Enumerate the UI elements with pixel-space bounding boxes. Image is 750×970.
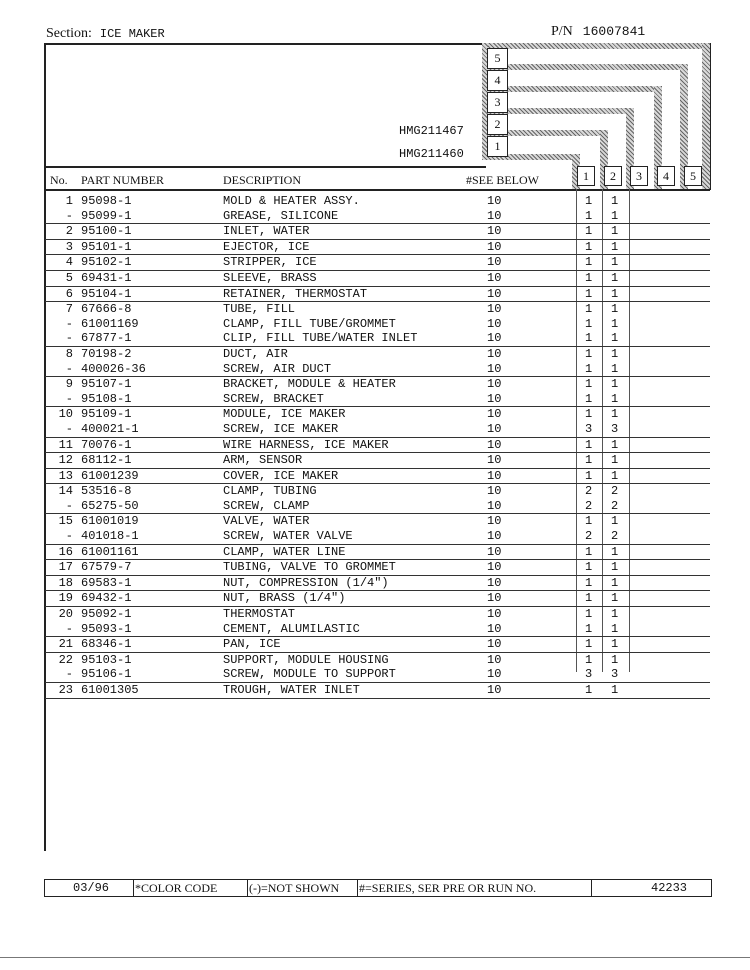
part-description: PAN, ICE xyxy=(223,637,281,652)
item-number: 18 xyxy=(58,575,73,590)
item-number: 20 xyxy=(58,607,73,622)
quantity-col-2: 2 xyxy=(611,529,619,544)
part-description: WIRE HARNESS, ICE MAKER xyxy=(223,437,389,452)
footer-bar xyxy=(44,879,712,897)
box-number-5: 5 xyxy=(487,48,508,69)
item-number: 10 xyxy=(58,407,73,422)
part-number: 61001019 xyxy=(81,514,139,529)
part-number-heading xyxy=(551,24,645,40)
part-number: 95098-1 xyxy=(81,194,132,208)
part-number: 67877-1 xyxy=(81,331,132,346)
table-row xyxy=(45,667,710,683)
bracket-bar-3 xyxy=(486,86,660,92)
quantity-col-1: 1 xyxy=(585,286,593,301)
quantity-col-1: 1 xyxy=(585,255,593,270)
part-description: SCREW, BRACKET xyxy=(223,391,324,406)
item-number: 23 xyxy=(58,683,73,697)
quantity-col-1: 2 xyxy=(585,484,593,499)
quantity-col-2: 1 xyxy=(611,468,619,483)
table-row xyxy=(45,653,710,668)
series-number: 10 xyxy=(487,208,502,223)
item-number: 7 xyxy=(65,302,73,317)
table-row xyxy=(45,607,710,622)
table-row xyxy=(45,484,710,499)
part-description: STRIPPER, ICE xyxy=(223,255,317,270)
column-number-4: 4 xyxy=(657,166,675,186)
quantity-col-2: 1 xyxy=(611,302,619,317)
table-row xyxy=(45,362,710,378)
quantity-col-2: 2 xyxy=(611,498,619,513)
series-number: 10 xyxy=(487,331,502,346)
pn-value: 16007841 xyxy=(582,24,646,39)
item-number: 5 xyxy=(65,270,73,285)
section-value: ICE MAKER xyxy=(99,27,165,41)
quantity-col-2: 1 xyxy=(611,224,619,239)
section-label: Section: xyxy=(46,26,92,41)
item-number: 2 xyxy=(65,224,73,239)
series-number: 10 xyxy=(487,575,502,590)
item-number: 22 xyxy=(58,652,73,667)
table-row xyxy=(45,529,710,545)
quantity-col-1: 2 xyxy=(585,529,593,544)
quantity-col-2: 1 xyxy=(611,331,619,346)
part-number: 70198-2 xyxy=(81,346,132,361)
box-number-3: 3 xyxy=(487,92,508,113)
part-description: BRACKET, MODULE & HEATER xyxy=(223,377,396,392)
part-number: 95093-1 xyxy=(81,621,132,636)
part-description: TUBE, FILL xyxy=(223,302,296,317)
quantity-col-2: 1 xyxy=(611,316,619,331)
series-number: 10 xyxy=(487,498,502,513)
part-description: CLIP, FILL TUBE/WATER INLET xyxy=(223,331,418,346)
quantity-col-2: 1 xyxy=(611,346,619,361)
quantity-col-2: 1 xyxy=(611,286,619,301)
part-description: SCREW, CLAMP xyxy=(223,498,310,513)
quantity-col-2: 1 xyxy=(611,361,619,376)
part-number: 69431-1 xyxy=(81,270,132,285)
part-number: 61001305 xyxy=(81,683,139,697)
table-row xyxy=(45,591,710,607)
quantity-col-2: 1 xyxy=(611,575,619,590)
table-row xyxy=(45,438,710,454)
series-number: 10 xyxy=(487,224,502,239)
series-number: 10 xyxy=(487,421,502,436)
series-number: 10 xyxy=(487,560,502,575)
item-number: 21 xyxy=(58,637,73,652)
table-row xyxy=(45,317,710,332)
series-number: 10 xyxy=(487,637,502,652)
part-description: RETAINER, THERMOSTAT xyxy=(223,286,368,301)
series-number: 10 xyxy=(487,529,502,544)
part-description: SUPPORT, MODULE HOUSING xyxy=(223,652,389,667)
item-number: - xyxy=(65,421,73,436)
table-row xyxy=(45,194,710,209)
series-number: 10 xyxy=(487,652,502,667)
item-number: - xyxy=(65,316,73,331)
part-number: 65275-50 xyxy=(81,498,139,513)
part-description: SCREW, ICE MAKER xyxy=(223,421,339,436)
column-number-5: 5 xyxy=(684,166,702,186)
footer-divider xyxy=(133,880,134,896)
part-number: 400026-36 xyxy=(81,361,146,376)
box-number-2: 2 xyxy=(487,114,508,135)
series-number: 10 xyxy=(487,544,502,559)
quantity-col-2: 2 xyxy=(611,484,619,499)
page-bottom-rule xyxy=(0,957,750,958)
series-number: 10 xyxy=(487,302,502,317)
part-description: ARM, SENSOR xyxy=(223,453,303,468)
item-number: 3 xyxy=(65,239,73,254)
part-number: 67579-7 xyxy=(81,560,132,575)
table-row xyxy=(45,407,710,422)
series-number: 10 xyxy=(487,484,502,499)
item-number: 13 xyxy=(58,468,73,483)
part-number: 61001239 xyxy=(81,468,139,483)
quantity-col-1: 1 xyxy=(585,514,593,529)
table-row xyxy=(45,224,710,240)
part-number: 95101-1 xyxy=(81,239,132,254)
column-number-1: 1 xyxy=(577,166,595,186)
series-number: 10 xyxy=(487,270,502,285)
part-description: MOLD & HEATER ASSY. xyxy=(223,194,360,208)
item-number: 8 xyxy=(65,346,73,361)
footer-page-code: 42233 xyxy=(651,881,688,895)
quantity-col-1: 1 xyxy=(585,239,593,254)
quantity-col-2: 1 xyxy=(611,621,619,636)
table-row xyxy=(45,469,710,485)
quantity-col-1: 1 xyxy=(585,560,593,575)
part-number: 95103-1 xyxy=(81,652,132,667)
series-number: 10 xyxy=(487,453,502,468)
part-description: DUCT, AIR xyxy=(223,346,288,361)
item-number: - xyxy=(65,667,73,682)
part-description: NUT, BRASS (1/4") xyxy=(223,591,346,606)
quantity-col-1: 1 xyxy=(585,270,593,285)
footer-divider xyxy=(357,880,358,896)
quantity-col-2: 1 xyxy=(611,270,619,285)
series-number: 10 xyxy=(487,621,502,636)
part-description: GREASE, SILICONE xyxy=(223,208,339,223)
table-row xyxy=(45,347,710,362)
item-number: 16 xyxy=(58,544,73,559)
quantity-col-1: 1 xyxy=(585,607,593,622)
quantity-col-2: 3 xyxy=(611,421,619,436)
table-row xyxy=(45,545,710,561)
quantity-col-2: 1 xyxy=(611,607,619,622)
table-row xyxy=(45,271,710,287)
footer-divider xyxy=(247,880,248,896)
quantity-col-2: 1 xyxy=(611,194,619,208)
quantity-col-1: 1 xyxy=(585,302,593,317)
item-number: - xyxy=(65,529,73,544)
quantity-col-1: 1 xyxy=(585,391,593,406)
table-row xyxy=(45,255,710,271)
part-number: 95100-1 xyxy=(81,224,132,239)
section-heading xyxy=(46,26,165,42)
part-number: 67666-8 xyxy=(81,302,132,317)
quantity-col-1: 1 xyxy=(585,621,593,636)
item-number: 14 xyxy=(58,484,73,499)
header-bottom-line xyxy=(44,189,710,191)
quantity-col-2: 1 xyxy=(611,652,619,667)
quantity-col-2: 1 xyxy=(611,544,619,559)
quantity-col-2: 1 xyxy=(611,255,619,270)
quantity-col-2: 1 xyxy=(611,637,619,652)
item-number: - xyxy=(65,208,73,223)
quantity-col-2: 3 xyxy=(611,667,619,682)
quantity-col-1: 1 xyxy=(585,652,593,667)
bracket-riser-5 xyxy=(702,43,710,190)
part-description: CLAMP, WATER LINE xyxy=(223,544,346,559)
quantity-col-1: 1 xyxy=(585,407,593,422)
item-number: 9 xyxy=(65,377,73,392)
quantity-col-2: 1 xyxy=(611,560,619,575)
part-description: MODULE, ICE MAKER xyxy=(223,407,346,422)
item-number: 15 xyxy=(58,514,73,529)
series-number: 10 xyxy=(487,607,502,622)
part-number: 70076-1 xyxy=(81,437,132,452)
quantity-col-1: 1 xyxy=(585,683,593,697)
part-number: 69432-1 xyxy=(81,591,132,606)
footer-series-note: #=SERIES, SER PRE OR RUN NO. xyxy=(359,881,537,895)
part-description: SCREW, AIR DUCT xyxy=(223,361,332,376)
table-row xyxy=(45,576,710,592)
pn-label: P/N xyxy=(551,24,573,39)
part-description: SLEEVE, BRASS xyxy=(223,270,317,285)
quantity-col-1: 1 xyxy=(585,361,593,376)
item-number: 4 xyxy=(65,255,73,270)
quantity-col-1: 1 xyxy=(585,544,593,559)
quantity-col-2: 1 xyxy=(611,407,619,422)
quantity-col-2: 1 xyxy=(611,591,619,606)
item-number: 1 xyxy=(65,194,73,208)
item-number: 19 xyxy=(58,591,73,606)
table-row xyxy=(45,560,710,576)
table-row xyxy=(45,499,710,515)
table-row xyxy=(45,422,710,438)
footer-divider xyxy=(591,880,592,896)
quantity-col-2: 1 xyxy=(611,437,619,452)
table-row xyxy=(45,683,710,699)
series-number: 10 xyxy=(487,591,502,606)
box-number-1: 1 xyxy=(487,136,508,157)
table-row xyxy=(45,377,710,392)
footer-color-code: *COLOR CODE xyxy=(135,881,218,895)
quantity-col-1: 1 xyxy=(585,453,593,468)
item-number: - xyxy=(65,391,73,406)
part-number: 68112-1 xyxy=(81,453,132,468)
part-description: CLAMP, TUBING xyxy=(223,484,317,499)
quantity-col-1: 1 xyxy=(585,208,593,223)
series-number: 10 xyxy=(487,407,502,422)
item-number: 17 xyxy=(58,560,73,575)
series-number: 10 xyxy=(487,468,502,483)
quantity-col-2: 1 xyxy=(611,514,619,529)
quantity-col-1: 3 xyxy=(585,421,593,436)
part-number: 95099-1 xyxy=(81,208,132,223)
part-description: NUT, COMPRESSION (1/4") xyxy=(223,575,389,590)
series-number: 10 xyxy=(487,391,502,406)
series-number: 10 xyxy=(487,361,502,376)
part-description: SCREW, WATER VALVE xyxy=(223,529,353,544)
part-description: INLET, WATER xyxy=(223,224,310,239)
series-number: 10 xyxy=(487,683,502,697)
column-number-3: 3 xyxy=(630,166,648,186)
table-row xyxy=(45,453,710,469)
series-number: 10 xyxy=(487,286,502,301)
column-header-part-number: PART NUMBER xyxy=(81,173,164,187)
quantity-col-2: 1 xyxy=(611,391,619,406)
part-number: 95109-1 xyxy=(81,407,132,422)
column-number-2: 2 xyxy=(604,166,622,186)
quantity-col-1: 1 xyxy=(585,346,593,361)
part-number: 53516-8 xyxy=(81,484,132,499)
quantity-col-2: 1 xyxy=(611,453,619,468)
quantity-col-2: 1 xyxy=(611,377,619,392)
quantity-col-1: 1 xyxy=(585,331,593,346)
part-number: 95108-1 xyxy=(81,391,132,406)
series-number: 10 xyxy=(487,255,502,270)
part-number: 95104-1 xyxy=(81,286,132,301)
table-row xyxy=(45,514,710,529)
quantity-col-1: 1 xyxy=(585,591,593,606)
part-description: SCREW, MODULE TO SUPPORT xyxy=(223,667,396,682)
part-description: THERMOSTAT xyxy=(223,607,296,622)
bracket-bar-4 xyxy=(486,64,686,70)
part-description: TUBING, VALVE TO GROMMET xyxy=(223,560,396,575)
item-number: - xyxy=(65,621,73,636)
quantity-col-1: 1 xyxy=(585,194,593,208)
item-number: 11 xyxy=(58,437,73,452)
quantity-col-1: 2 xyxy=(585,498,593,513)
quantity-col-2: 1 xyxy=(611,239,619,254)
table-row xyxy=(45,392,710,408)
part-number: 69583-1 xyxy=(81,575,132,590)
part-description: TROUGH, WATER INLET xyxy=(223,683,360,697)
item-number: 12 xyxy=(58,453,73,468)
quantity-col-1: 1 xyxy=(585,468,593,483)
table-row xyxy=(45,209,710,225)
part-number: 95092-1 xyxy=(81,607,132,622)
quantity-col-2: 1 xyxy=(611,208,619,223)
footer-not-shown: (-)=NOT SHOWN xyxy=(249,881,340,895)
part-number: 95107-1 xyxy=(81,377,132,392)
part-number: 400021-1 xyxy=(81,421,139,436)
table-row xyxy=(45,302,710,317)
item-number: - xyxy=(65,361,73,376)
quantity-col-1: 1 xyxy=(585,437,593,452)
table-row xyxy=(45,622,710,638)
part-number: 95106-1 xyxy=(81,667,132,682)
series-number: 10 xyxy=(487,377,502,392)
part-description: CEMENT, ALUMILASTIC xyxy=(223,621,360,636)
item-number: - xyxy=(65,331,73,346)
parts-table xyxy=(45,194,710,699)
part-number: 61001169 xyxy=(81,316,139,331)
column-header-no: No. xyxy=(50,173,68,187)
part-number: 68346-1 xyxy=(81,637,132,652)
quantity-col-1: 1 xyxy=(585,224,593,239)
part-description: COVER, ICE MAKER xyxy=(223,468,339,483)
column-header-series: #SEE BELOW xyxy=(466,173,539,187)
item-number: 6 xyxy=(65,286,73,301)
table-row xyxy=(45,287,710,303)
footer-date: 03/96 xyxy=(73,881,110,895)
part-number: 95102-1 xyxy=(81,255,132,270)
part-number: 61001161 xyxy=(81,544,139,559)
column-header-description: DESCRIPTION xyxy=(223,173,302,187)
part-number: 401018-1 xyxy=(81,529,139,544)
series-number: 10 xyxy=(487,346,502,361)
header-top-line xyxy=(44,166,486,168)
model-name: HMG211460 xyxy=(399,147,464,161)
series-number: 10 xyxy=(487,239,502,254)
table-row xyxy=(45,637,710,653)
table-row xyxy=(45,240,710,256)
series-number: 10 xyxy=(487,194,502,208)
table-row xyxy=(45,331,710,347)
quantity-col-2: 1 xyxy=(611,683,619,697)
series-number: 10 xyxy=(487,437,502,452)
series-number: 10 xyxy=(487,514,502,529)
quantity-col-1: 3 xyxy=(585,667,593,682)
item-number: - xyxy=(65,498,73,513)
part-description: CLAMP, FILL TUBE/GROMMET xyxy=(223,316,396,331)
bracket-bar-5 xyxy=(486,43,710,49)
series-number: 10 xyxy=(487,667,502,682)
box-number-4: 4 xyxy=(487,70,508,91)
part-description: VALVE, WATER xyxy=(223,514,310,529)
model-name: HMG211467 xyxy=(399,124,464,138)
quantity-col-1: 1 xyxy=(585,575,593,590)
quantity-col-1: 1 xyxy=(585,316,593,331)
quantity-col-1: 1 xyxy=(585,377,593,392)
part-description: EJECTOR, ICE xyxy=(223,239,310,254)
series-number: 10 xyxy=(487,316,502,331)
quantity-col-1: 1 xyxy=(585,637,593,652)
